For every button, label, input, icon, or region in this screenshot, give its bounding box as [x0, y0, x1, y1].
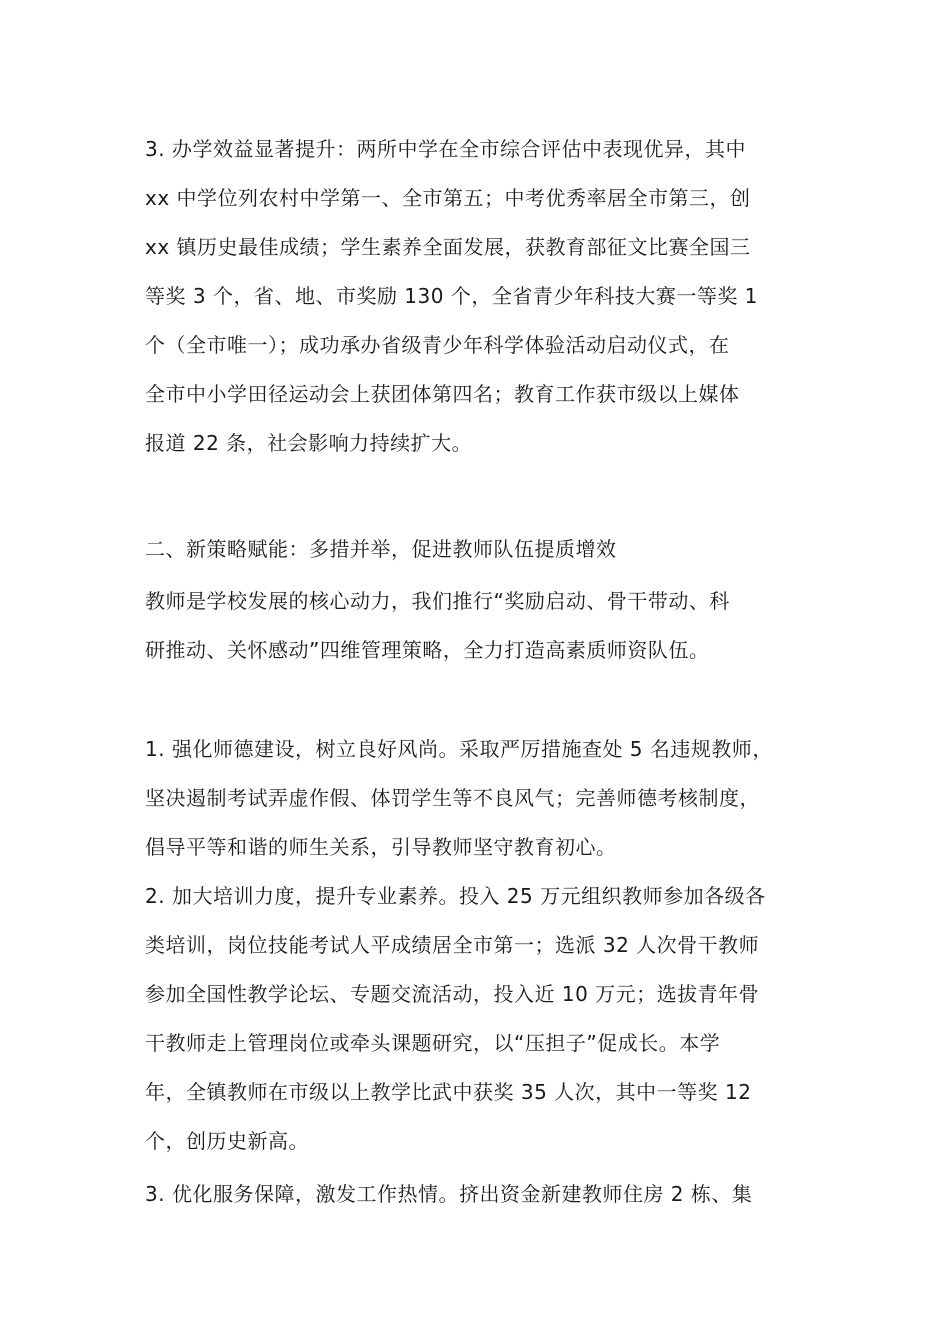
text-line: 参加全国性教学论坛、专题交流活动，投入近 10 万元；选拔青年骨: [145, 982, 760, 1006]
text-line: 报道 22 条，社会影响力持续扩大。: [145, 431, 473, 455]
text-line: 研推动、关怀感动”四维管理策略，全力打造高素质师资队伍。: [145, 638, 710, 662]
paragraph-section-3-results: [145, 125, 815, 468]
text-line: xx 中学位列农村中学第一、全市第五；中考优秀率居全市第三，创: [145, 186, 751, 210]
paragraph-item-3: [145, 1170, 815, 1219]
text-line: 3. 优化服务保障，激发工作热情。挤出资金新建教师住房 2 栋、集: [145, 1182, 753, 1206]
text-line: 个（全市唯一）；成功承办省级青少年科学体验活动启动仪式，在: [145, 333, 730, 357]
paragraph-section-2-intro: [145, 577, 815, 675]
text-line: 全市中小学田径运动会上获团体第四名；教育工作获市级以上媒体: [145, 382, 740, 406]
text-line: 干教师走上管理岗位或牵头课题研究，以“压担子”促成长。本学: [145, 1031, 721, 1055]
text-line: 年，全镇教师在市级以上教学比武中获奖 35 人次，其中一等奖 12: [145, 1080, 752, 1104]
paragraph-item-2: [145, 872, 815, 1166]
text-line: 类培训，岗位技能考试人平成绩居全市第一；选派 32 人次骨干教师: [145, 933, 760, 957]
section-heading: 二、新策略赋能：多措并举，促进教师队伍提质增效: [145, 537, 617, 561]
paragraph-item-1: [145, 725, 815, 872]
section-2-heading-block: [145, 525, 815, 574]
text-line: 教师是学校发展的核心动力，我们推行“奖励启动、骨干带动、科: [145, 589, 730, 613]
text-line: 2. 加大培训力度，提升专业素养。投入 25 万元组织教师参加各级各: [145, 884, 766, 908]
text-line: 倡导平等和谐的师生关系，引导教师坚守教育初心。: [145, 835, 617, 859]
text-line: xx 镇历史最佳成绩；学生素养全面发展，获教育部征文比赛全国三: [145, 235, 751, 259]
text-line: 坚决遏制考试弄虚作假、体罚学生等不良风气；完善师德考核制度，: [145, 786, 760, 810]
text-line: 个，创历史新高。: [145, 1129, 309, 1153]
text-line: 1. 强化师德建设，树立良好风尚。采取严厉措施查处 5 名违规教师，: [145, 737, 773, 761]
text-line: 等奖 3 个，省、地、市奖励 130 个，全省青少年科技大赛一等奖 1: [145, 284, 758, 308]
text-line: 3. 办学效益显著提升：两所中学在全市综合评估中表现优异，其中: [145, 137, 746, 161]
